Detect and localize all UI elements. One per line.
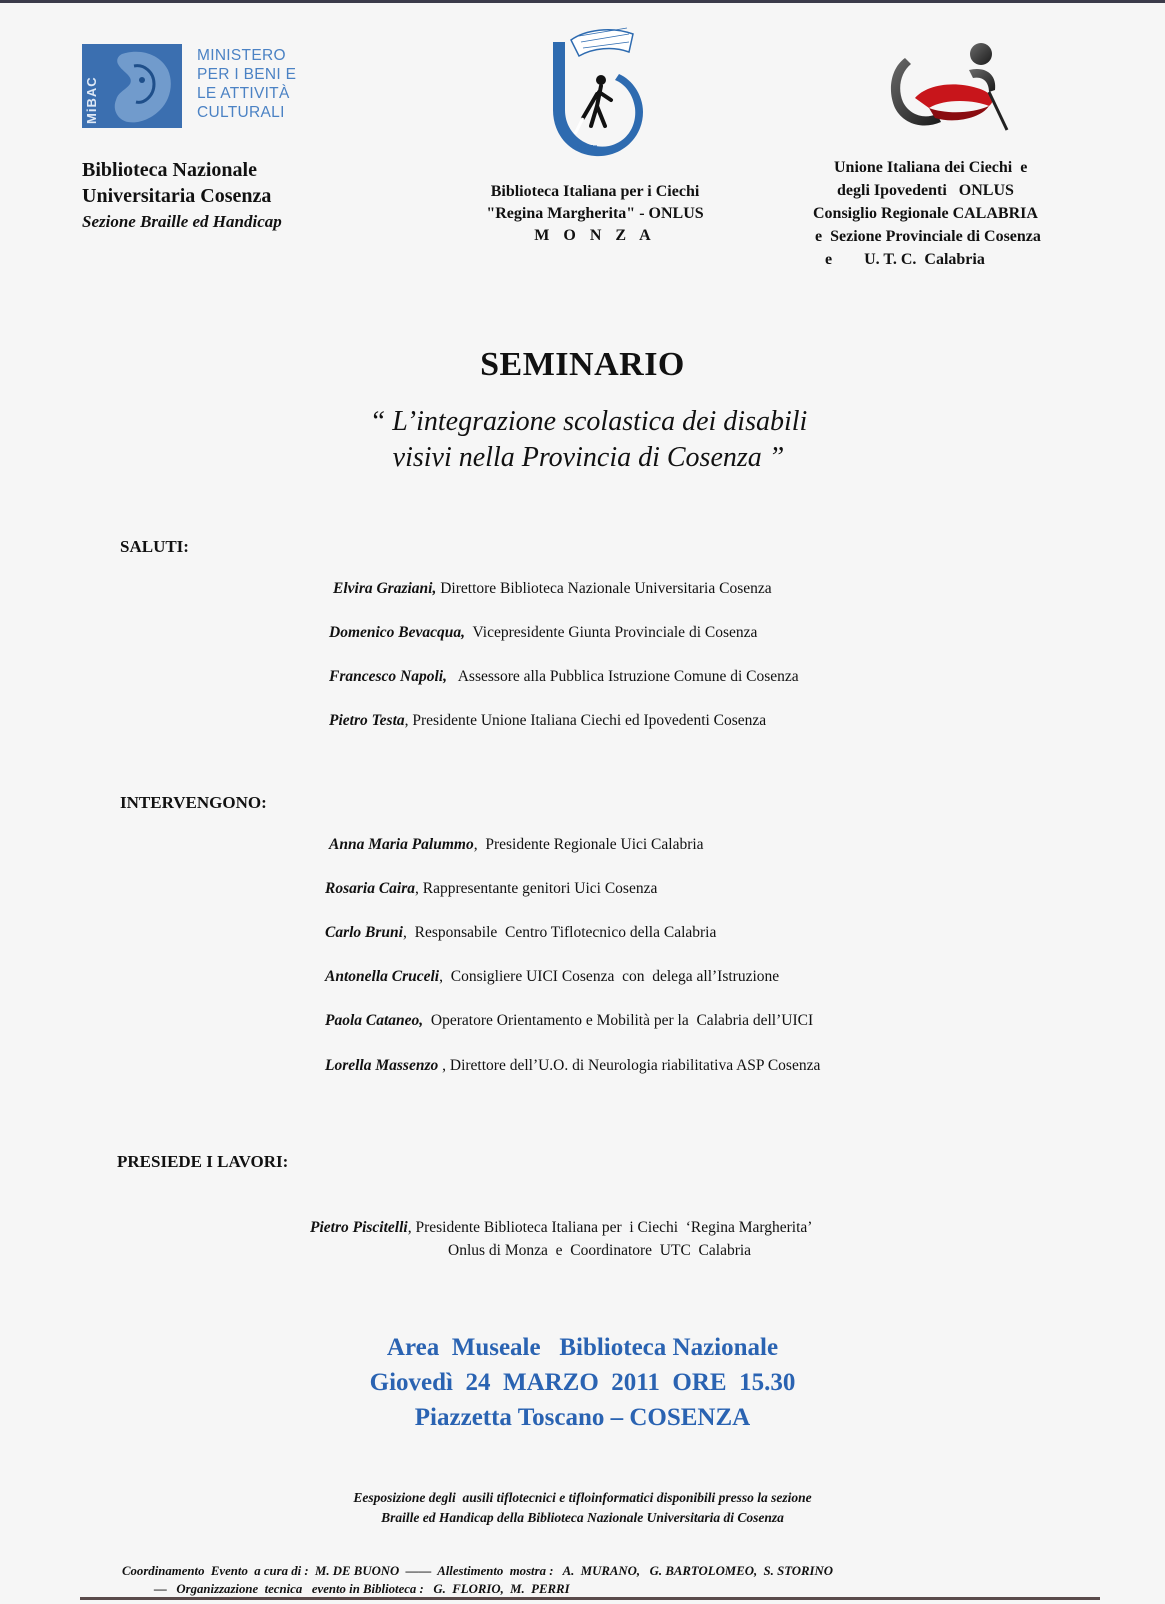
blind-walker-icon [535,22,645,162]
saluti-entry [329,712,766,730]
speaker-role: Operatore Orientamento e Mobilità per la Calabria dell’UICI [423,1012,814,1029]
mibac-logo-line: CULTURALI [197,104,285,121]
speaker-name: Francesco Napoli, [329,668,447,685]
page-bottom-rule [80,1597,1100,1600]
event-place: Area Museale Biblioteca Nazionale [386,1334,779,1361]
right-institution-line: e Sezione Provinciale di Cosenza [815,228,1041,245]
center-institution-line: Biblioteca Italiana per i Ciechi [490,183,700,200]
speaker-role: Direttore Biblioteca Nazionale Universitaria Cosenza [436,580,772,597]
speaker-name: Pietro Piscitelli [310,1219,408,1236]
right-institution-line: e U. T. C. Calabria [825,251,985,268]
exposition-note [0,1488,1165,1528]
speaker-role: , Presidente Unione Italiana Ciechi ed Ipovedenti Cosenza [404,712,767,729]
speaker-name: Paola Cataneo, [325,1012,424,1029]
intervengono-entry [325,880,657,898]
mibac-emblem-icon [82,44,182,128]
seminar-subtitle [0,404,1165,476]
left-institution [82,157,282,235]
center-institution [445,181,745,247]
exposition-line: Braille ed Handicap della Biblioteca Nazionale Universitaria di Cosenza [381,1510,784,1525]
saluti-entry [333,580,772,598]
speaker-name: Antonella Cruceli [325,968,440,985]
speaker-name: Pietro Testa [329,712,405,729]
credits [122,1562,833,1598]
seminar-subtitle-line: visivi nella Provincia di Cosenza ” [392,442,785,473]
speaker-role: , Direttore dell’U.O. di Neurologia riabilitativa ASP Cosenza [438,1057,821,1074]
speaker-name: Domenico Bevacqua, [329,624,466,641]
saluti-entry [329,624,757,642]
speaker-role: , Consigliere UICI Cosenza con delega all’Istruzione [439,968,780,985]
right-institution [810,156,1100,271]
right-institution-line: Consiglio Regionale CALABRIA [813,205,1038,222]
uici-logo [885,38,1015,133]
uici-emblem-icon [885,38,1015,133]
saluti-heading: SALUTI: [120,537,189,556]
event-date: Giovedì 24 MARZO 2011 ORE 15.30 [369,1369,796,1396]
presiede-heading: PRESIEDE I LAVORI: [117,1152,289,1171]
speaker-role: Vicepresidente Giunta Provinciale di Cosenza [465,624,758,641]
speaker-role-continued: Onlus di Monza e Coordinatore UTC Calabria [448,1242,752,1259]
credits-line: — Organizzazione tecnica evento in Biblioteca : G. FLORIO, M. PERRI [154,1582,570,1596]
event-address: Piazzetta Toscano – COSENZA [414,1404,751,1431]
speaker-name: Rosaria Caira [325,880,416,897]
intervengono-heading: INTERVENGONO: [120,793,267,812]
saluti-entry [329,668,799,686]
event-info [0,1330,1165,1435]
intervengono-entry [325,968,779,986]
speaker-role: , Rappresentante genitori Uici Cosenza [415,880,658,897]
speaker-name: Lorella Massenzo [325,1057,439,1074]
exposition-line: Eesposizione degli ausili tiflotecnici e tifloinformatici disponibili presso la sezione [353,1490,812,1505]
speaker-role: , Responsabile Centro Tiflotecnico della Calabria [402,924,717,941]
intervengono-entry [329,836,704,854]
page-top-border [0,0,1165,3]
speaker-role: , Presidente Biblioteca Italiana per i Ciechi ‘Regina Margherita’ [407,1219,813,1236]
speaker-name: Carlo Bruni [325,924,403,941]
center-institution-line: "Regina Margherita" - ONLUS [486,205,704,222]
biblioteca-ciechi-logo [535,22,645,162]
intervengono-entry [325,1012,813,1030]
credits-line: Coordinamento Evento a cura di : M. DE BUONO —— Allestimento mostra : A. MURANO, G. BARTOLOMEO, S. STORINO [122,1564,834,1578]
center-institution-city: M O N Z A [534,227,656,244]
speaker-role: , Presidente Regionale Uici Calabria [473,836,704,853]
speaker-name: Anna Maria Palummo [329,836,474,853]
left-institution-subline: Sezione Braille ed Handicap [82,212,282,231]
mibac-logo [82,44,302,134]
biblioteca-ciechi-logo-caption: Monza [576,144,598,151]
speaker-name: Elvira Graziani, [333,580,437,597]
speaker-role: Assessore alla Pubblica Istruzione Comune di Cosenza [446,668,799,685]
mibac-logo-line: PER I BENI E [197,66,297,83]
intervengono-entry [325,924,716,942]
seminar-title: SEMINARIO [480,346,685,383]
mibac-logo-text [197,46,296,122]
right-institution-line: degli Ipovedenti ONLUS [837,182,1014,199]
mibac-logo-line: LE ATTIVITÀ [197,85,290,102]
seminar-subtitle-line: “ L’integrazione scolastica dei disabili [369,406,808,437]
presiede-entry [310,1216,950,1262]
mibac-logo-vertical-text: MiBAC [84,76,99,124]
left-institution-line: Biblioteca Nazionale [82,159,257,181]
mibac-logo-line: MINISTERO [197,47,286,64]
right-institution-line: Unione Italiana dei Ciechi e [834,159,1028,176]
left-institution-line: Universitaria Cosenza [82,185,272,207]
intervengono-entry [325,1057,820,1075]
